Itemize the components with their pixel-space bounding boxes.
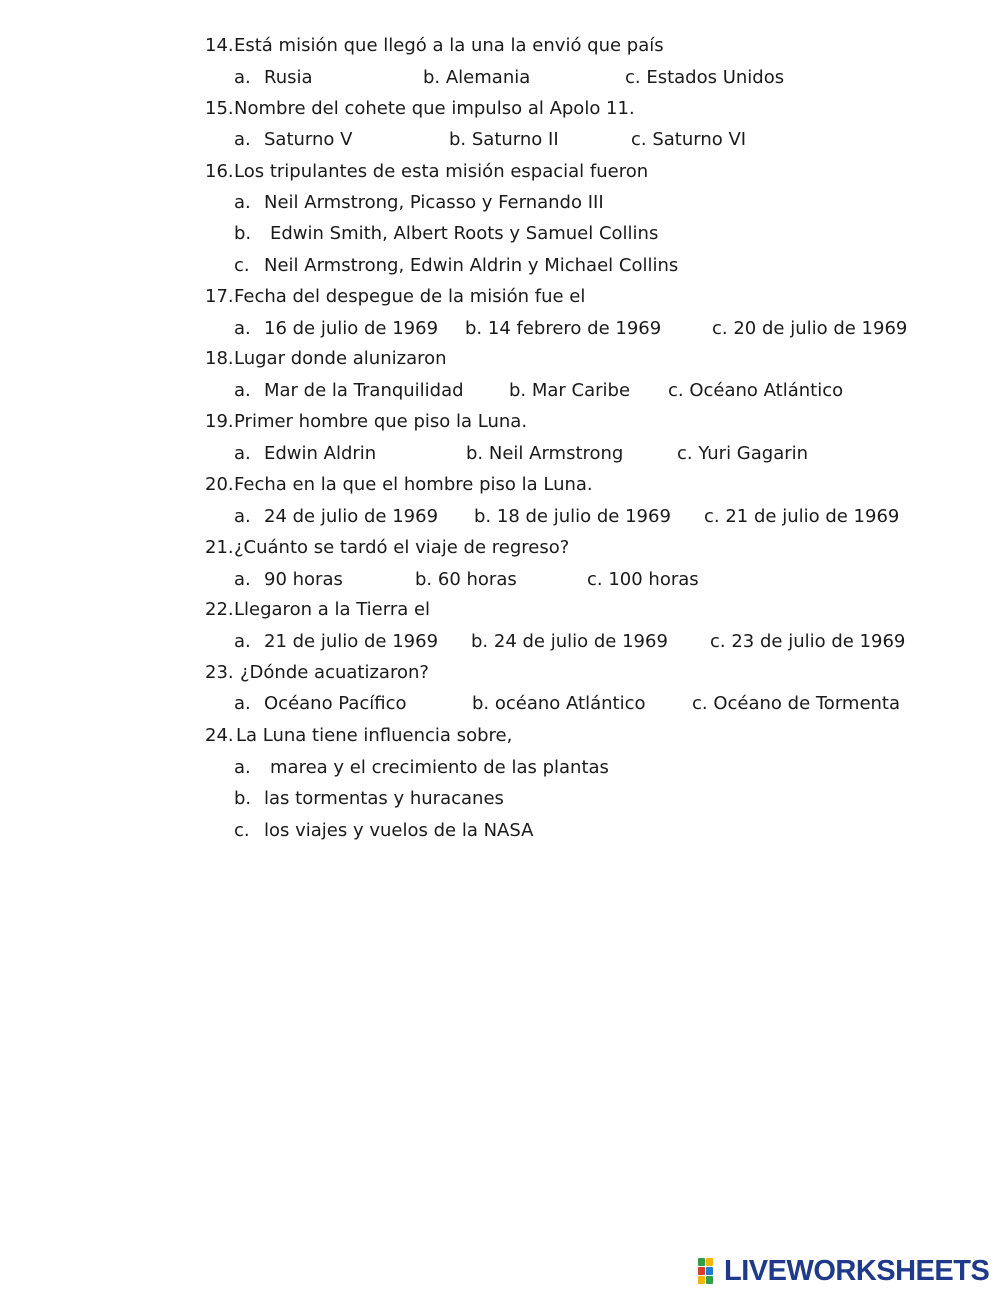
question-number: 23. xyxy=(205,662,234,683)
option-c[interactable]: c. 100 horas xyxy=(587,569,699,590)
option-a[interactable]: 21 de julio de 1969 xyxy=(264,631,439,652)
question-text: Nombre del cohete que impulso al Apolo 11. xyxy=(234,98,635,119)
option-letter: a. xyxy=(234,506,251,527)
option-letter: a. xyxy=(234,693,251,714)
option-b[interactable]: b. Saturno II xyxy=(449,129,559,150)
option-b[interactable]: Edwin Smith, Albert Roots y Samuel Collins xyxy=(270,223,659,244)
option-b[interactable]: b. 60 horas xyxy=(415,569,517,590)
option-letter: a. xyxy=(234,318,251,339)
option-a[interactable]: marea y el crecimiento de las plantas xyxy=(270,757,609,778)
option-c[interactable]: c. Saturno VI xyxy=(631,129,747,150)
option-letter: b. xyxy=(234,223,252,244)
option-a[interactable]: 16 de julio de 1969 xyxy=(264,318,439,339)
option-c[interactable]: Neil Armstrong, Edwin Aldrin y Michael Collins xyxy=(264,255,679,276)
question-number: 22. xyxy=(205,599,234,620)
option-c[interactable]: los viajes y vuelos de la NASA xyxy=(264,820,534,841)
option-c[interactable]: c. 23 de julio de 1969 xyxy=(710,631,906,652)
question-text: Fecha en la que el hombre piso la Luna. xyxy=(234,474,593,495)
option-letter: a. xyxy=(234,569,251,590)
option-a[interactable]: Rusia xyxy=(264,67,313,88)
option-letter: c. xyxy=(234,255,250,276)
question-text: Fecha del despegue de la misión fue el xyxy=(234,286,586,307)
question-text: Los tripulantes de esta misión espacial fueron xyxy=(234,161,649,182)
logo-blocks-icon xyxy=(698,1258,722,1284)
liveworksheets-logo[interactable] xyxy=(698,1256,994,1286)
option-a[interactable]: Saturno V xyxy=(264,129,353,150)
option-c[interactable]: c. Yuri Gagarin xyxy=(677,443,809,464)
question-number: 18. xyxy=(205,348,234,369)
option-letter: a. xyxy=(234,380,251,401)
option-a[interactable]: 90 horas xyxy=(264,569,343,590)
question-text: ¿Dónde acuatizaron? xyxy=(240,662,429,683)
option-b[interactable]: b. Neil Armstrong xyxy=(466,443,624,464)
option-c[interactable]: c. 20 de julio de 1969 xyxy=(712,318,908,339)
question-text: La Luna tiene influencia sobre, xyxy=(236,725,513,746)
question-text: Llegaron a la Tierra el xyxy=(234,599,431,620)
option-a[interactable]: Océano Pacífico xyxy=(264,693,407,714)
question-text: ¿Cuánto se tardó el viaje de regreso? xyxy=(234,537,570,558)
option-b[interactable]: las tormentas y huracanes xyxy=(264,788,504,809)
question-number: 16. xyxy=(205,161,234,182)
option-a[interactable]: 24 de julio de 1969 xyxy=(264,506,439,527)
question-number: 21. xyxy=(205,537,234,558)
question-text: Primer hombre que piso la Luna. xyxy=(234,411,528,432)
option-a[interactable]: Mar de la Tranquilidad xyxy=(264,380,464,401)
option-a[interactable]: Neil Armstrong, Picasso y Fernando III xyxy=(264,192,604,213)
question-text: Lugar donde alunizaron xyxy=(234,348,447,369)
logo-text: LIVEWORKSHEETS xyxy=(724,1255,990,1287)
option-letter: a. xyxy=(234,67,251,88)
option-letter: b. xyxy=(234,788,252,809)
option-c[interactable]: c. Estados Unidos xyxy=(625,67,785,88)
option-b[interactable]: b. 14 febrero de 1969 xyxy=(465,318,662,339)
option-c[interactable]: c. Océano de Tormenta xyxy=(692,693,901,714)
question-number: 15. xyxy=(205,98,234,119)
question-number: 17. xyxy=(205,286,234,307)
option-letter: a. xyxy=(234,631,251,652)
option-c[interactable]: c. Océano Atlántico xyxy=(668,380,844,401)
option-b[interactable]: b. Mar Caribe xyxy=(509,380,631,401)
option-b[interactable]: b. océano Atlántico xyxy=(472,693,646,714)
option-a[interactable]: Edwin Aldrin xyxy=(264,443,377,464)
question-number: 20. xyxy=(205,474,234,495)
question-number: 24. xyxy=(205,725,234,746)
option-c[interactable]: c. 21 de julio de 1969 xyxy=(704,506,900,527)
option-letter: a. xyxy=(234,757,251,778)
option-letter: a. xyxy=(234,192,251,213)
question-number: 19. xyxy=(205,411,234,432)
option-letter: c. xyxy=(234,820,250,841)
option-letter: a. xyxy=(234,443,251,464)
option-b[interactable]: b. Alemania xyxy=(423,67,531,88)
option-letter: a. xyxy=(234,129,251,150)
question-number: 14. xyxy=(205,35,234,56)
option-b[interactable]: b. 24 de julio de 1969 xyxy=(471,631,668,652)
question-text: Está misión que llegó a la una la envió que país xyxy=(234,35,664,56)
option-b[interactable]: b. 18 de julio de 1969 xyxy=(474,506,671,527)
